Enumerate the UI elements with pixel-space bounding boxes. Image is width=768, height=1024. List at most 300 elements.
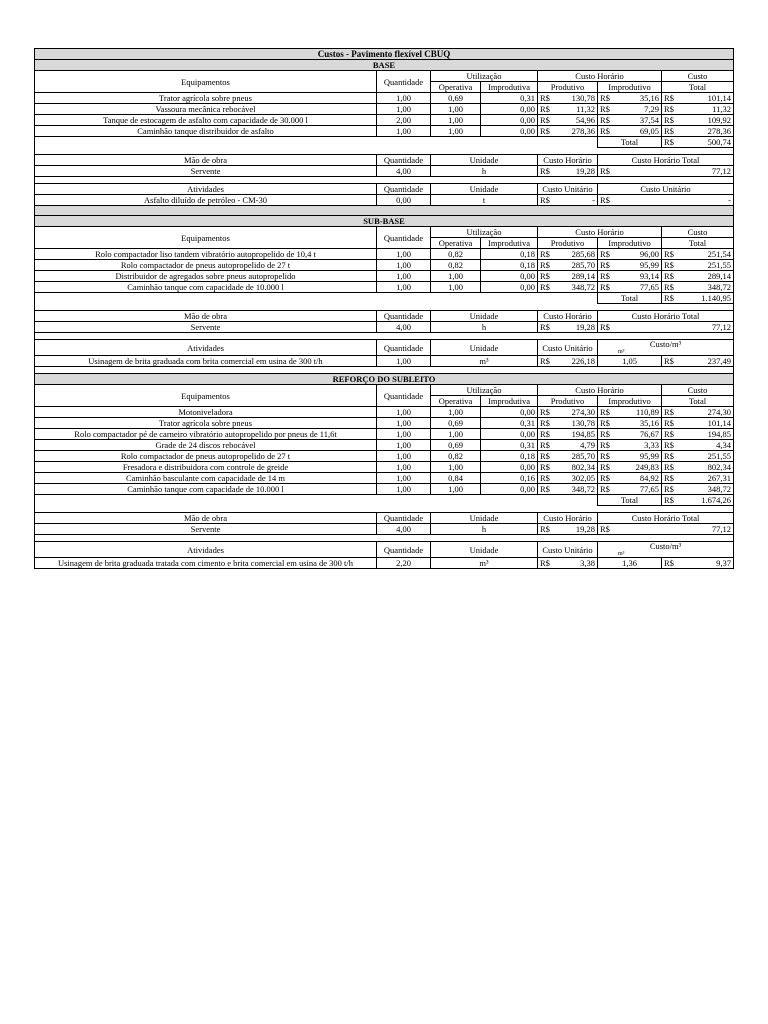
equipment-unproductive: 0,00 xyxy=(481,407,538,418)
labor-total-currency: R$ xyxy=(598,322,610,333)
equipment-unproductive: 0,00 xyxy=(481,462,538,473)
equipment-grand-total-currency: R$ xyxy=(662,137,674,148)
equipment-unproductive-cost: 95,99 xyxy=(610,260,662,271)
equipment-operative: 1,00 xyxy=(431,104,481,115)
equipment-row xyxy=(35,407,734,418)
equipment-total-cost-currency: R$ xyxy=(662,407,674,418)
equipment-qty: 1,00 xyxy=(377,93,431,104)
labor-total-cost: 77,12 xyxy=(610,322,734,333)
equipment-unproductive-cost-currency: R$ xyxy=(598,126,610,137)
equipment-qty: 1,00 xyxy=(377,126,431,137)
activity-unit-header: Unidade xyxy=(431,542,538,558)
labor-qty: 4,00 xyxy=(377,524,431,535)
equipment-unproductive-cost: 110,89 xyxy=(610,407,662,418)
labor-unit-header: Unidade xyxy=(431,311,538,322)
activity-cost-m3-header xyxy=(598,340,734,356)
equipment-total-cost: 4,34 xyxy=(674,440,734,451)
labor-total-currency: R$ xyxy=(598,524,610,535)
equipment-productive-cost-currency: R$ xyxy=(538,93,550,104)
activity-qty: 2,20 xyxy=(377,558,431,569)
equipment-unproductive-cost-currency: R$ xyxy=(598,271,610,282)
equipment-productive-cost-currency: R$ xyxy=(538,271,550,282)
equipment-row xyxy=(35,429,734,440)
blank-cell xyxy=(35,137,598,148)
unproductive-cost-header: Improdutivo xyxy=(598,238,662,249)
row-spacer xyxy=(35,333,734,340)
equipment-unproductive-cost: 76,67 xyxy=(610,429,662,440)
activity-unit-cost-currency: R$ xyxy=(538,356,550,367)
labor-unit-header: Unidade xyxy=(431,155,538,166)
equipment-desc: Rolo compactador de pneus autopropelido de 27 t xyxy=(35,451,377,462)
activity-header-row xyxy=(35,184,734,195)
activity-unit-cost: 3,38 xyxy=(550,558,598,569)
sheet-title-row xyxy=(35,49,734,60)
equipment-desc: Trator agrícola sobre pneus xyxy=(35,418,377,429)
equipment-qty: 1,00 xyxy=(377,429,431,440)
equipment-productive-cost-currency: R$ xyxy=(538,473,550,484)
productive-header: Produtivo xyxy=(538,396,598,407)
equipment-operative: 1,00 xyxy=(431,126,481,137)
equipment-unproductive: 0,31 xyxy=(481,418,538,429)
productive-header: Produtivo xyxy=(538,238,598,249)
equipment-qty: 1,00 xyxy=(377,282,431,293)
equipment-total-cost-currency: R$ xyxy=(662,260,674,271)
quantity-header: Quantidade xyxy=(377,385,431,407)
cost-header: Custo xyxy=(662,385,734,396)
equipment-productive-cost-currency: R$ xyxy=(538,407,550,418)
equipment-desc: Vassoura mecânica rebocável xyxy=(35,104,377,115)
equipment-total-cost-currency: R$ xyxy=(662,282,674,293)
equipment-unproductive-cost-currency: R$ xyxy=(598,249,610,260)
equipment-qty: 1,00 xyxy=(377,104,431,115)
activity-header-row xyxy=(35,542,734,558)
equipment-total-cost-currency: R$ xyxy=(662,440,674,451)
equipment-total-cost: 267,31 xyxy=(674,473,734,484)
equipment-unproductive: 0,31 xyxy=(481,440,538,451)
equipment-total-cost: 802,34 xyxy=(674,462,734,473)
equipment-operative: 0,82 xyxy=(431,451,481,462)
section-spacer xyxy=(35,367,734,374)
equipment-operative: 1,00 xyxy=(431,484,481,495)
labor-row xyxy=(35,322,734,333)
equipment-unproductive-cost-currency: R$ xyxy=(598,484,610,495)
equipment-operative: 0,69 xyxy=(431,440,481,451)
equipment-productive-cost: 289,14 xyxy=(550,271,598,282)
equipment-qty: 1,00 xyxy=(377,271,431,282)
row-spacer xyxy=(35,304,734,311)
equipment-productive-cost: 302,05 xyxy=(550,473,598,484)
equipment-qty: 1,00 xyxy=(377,249,431,260)
labor-header-row xyxy=(35,155,734,166)
activity-unit-cost: - xyxy=(550,195,598,206)
section-reforco-subleito xyxy=(35,374,734,569)
activity-unit: m³ xyxy=(431,558,538,569)
activity-total-header: Custo Unitário xyxy=(598,184,734,195)
equipment-total-cost-currency: R$ xyxy=(662,451,674,462)
labor-total-header: Custo Horário Total xyxy=(598,155,734,166)
equipment-row xyxy=(35,484,734,495)
row-spacer xyxy=(35,177,734,184)
equipment-desc: Fresadora e distribuidora com controle de greide xyxy=(35,462,377,473)
equipment-total-cost: 194,85 xyxy=(674,429,734,440)
equipment-unproductive: 0,00 xyxy=(481,484,538,495)
equipment-operative: 1,00 xyxy=(431,462,481,473)
equipment-total-cost-currency: R$ xyxy=(662,418,674,429)
activity-unit-cost-currency: R$ xyxy=(538,558,550,569)
equipment-productive-cost-currency: R$ xyxy=(538,282,550,293)
equipment-row xyxy=(35,126,734,137)
activity-desc: Usinagem de brita graduada com brita comercial em usina de 300 t/h xyxy=(35,356,377,367)
equipment-unproductive-cost-currency: R$ xyxy=(598,440,610,451)
equipment-header-row xyxy=(35,71,734,82)
equipment-operative: 0,84 xyxy=(431,473,481,484)
activity-header: Atividades xyxy=(35,542,377,558)
equipment-productive-cost: 194,85 xyxy=(550,429,598,440)
equipment-unproductive: 0,16 xyxy=(481,473,538,484)
operative-header: Operativa xyxy=(431,82,481,93)
equipment-total-row xyxy=(35,137,734,148)
equipment-desc: Caminhão tanque com capacidade de 10.000 l xyxy=(35,484,377,495)
equipment-unproductive-cost-currency: R$ xyxy=(598,115,610,126)
section-title: BASE xyxy=(35,60,734,71)
quantity-header: Quantidade xyxy=(377,227,431,249)
equipment-productive-cost: 11,32 xyxy=(550,104,598,115)
activity-total-cost: 237,49 xyxy=(674,356,734,367)
equipment-total-cost-currency: R$ xyxy=(662,249,674,260)
equipment-total-cost: 348,72 xyxy=(674,282,734,293)
labor-header-row xyxy=(35,513,734,524)
equipment-productive-cost-currency: R$ xyxy=(538,462,550,473)
activity-header: Atividades xyxy=(35,184,377,195)
equipment-total-cost: 109,92 xyxy=(674,115,734,126)
labor-hourly-header: Custo Horário xyxy=(538,311,598,322)
activity-header: Atividades xyxy=(35,340,377,356)
equipment-total-cost-currency: R$ xyxy=(662,126,674,137)
equipment-row xyxy=(35,260,734,271)
labor-hourly-cost-currency: R$ xyxy=(538,322,550,333)
equipment-productive-cost-currency: R$ xyxy=(538,104,550,115)
labor-hourly-cost-currency: R$ xyxy=(538,166,550,177)
labor-unit: h xyxy=(431,524,538,535)
activity-unit-cost-header: Custo Unitário xyxy=(538,184,598,195)
activity-row xyxy=(35,356,734,367)
cost-per-m3-label: Custo/m³ xyxy=(649,339,682,349)
labor-hourly-cost: 19,28 xyxy=(550,524,598,535)
section-title-row xyxy=(35,374,734,385)
section-sub-base xyxy=(35,216,734,367)
utilization-header: Utilização xyxy=(431,227,538,238)
activity-header-row xyxy=(35,340,734,356)
equipment-total-row xyxy=(35,495,734,506)
labor-row xyxy=(35,166,734,177)
equipment-total-cost-currency: R$ xyxy=(662,429,674,440)
labor-qty-header: Quantidade xyxy=(377,155,431,166)
activity-unit-header: Unidade xyxy=(431,340,538,356)
row-spacer xyxy=(35,148,734,155)
equipment-unproductive-cost-currency: R$ xyxy=(598,260,610,271)
total-header: Total xyxy=(662,396,734,407)
section-title: REFORÇO DO SUBLEITO xyxy=(35,374,734,385)
activity-total-cost-currency: R$ xyxy=(662,558,674,569)
equipment-row xyxy=(35,282,734,293)
equipment-unproductive-cost: 37,54 xyxy=(610,115,662,126)
equipment-unproductive-cost: 84,92 xyxy=(610,473,662,484)
equipment-unproductive-cost-currency: R$ xyxy=(598,282,610,293)
equipment-unproductive-cost: 69,05 xyxy=(610,126,662,137)
equipment-total-cost-currency: R$ xyxy=(662,473,674,484)
equipment-unproductive: 0,18 xyxy=(481,249,538,260)
total-label: Total xyxy=(598,495,662,506)
equipment-unproductive-cost: 3,33 xyxy=(610,440,662,451)
equipment-total-cost-currency: R$ xyxy=(662,484,674,495)
equipment-total-cost-currency: R$ xyxy=(662,115,674,126)
total-header: Total xyxy=(662,82,734,93)
equipment-desc: Motoniveladora xyxy=(35,407,377,418)
activity-row xyxy=(35,195,734,206)
equipment-operative: 1,00 xyxy=(431,115,481,126)
m3-label: m³ xyxy=(618,349,625,355)
labor-total-cost: 77,12 xyxy=(610,524,734,535)
equipment-desc: Tanque de estocagem de asfalto com capacidade de 30.000 l xyxy=(35,115,377,126)
equipment-productive-cost: 54,96 xyxy=(550,115,598,126)
cost-per-m3-label: Custo/m³ xyxy=(649,541,682,551)
activity-qty: 0,00 xyxy=(377,195,431,206)
equipment-grand-total: 1.140,95 xyxy=(674,293,734,304)
unproductive-header: Improdutiva xyxy=(481,82,538,93)
utilization-header: Utilização xyxy=(431,71,538,82)
equipment-row xyxy=(35,271,734,282)
activity-qty: 1,00 xyxy=(377,356,431,367)
equipment-unproductive: 0,18 xyxy=(481,260,538,271)
equipment-desc: Caminhão tanque com capacidade de 10.000 l xyxy=(35,282,377,293)
equipment-unproductive-cost: 77,65 xyxy=(610,282,662,293)
equipment-qty: 1,00 xyxy=(377,462,431,473)
equipment-row xyxy=(35,418,734,429)
equipment-unproductive: 0,31 xyxy=(481,93,538,104)
equipment-unproductive: 0,00 xyxy=(481,115,538,126)
equipment-unproductive-cost: 35,16 xyxy=(610,93,662,104)
equipment-grand-total-currency: R$ xyxy=(662,495,674,506)
hourly-cost-header: Custo Horário xyxy=(538,71,662,82)
productive-header: Produtivo xyxy=(538,82,598,93)
equipment-header: Equipamentos xyxy=(35,71,377,93)
labor-hourly-cost: 19,28 xyxy=(550,166,598,177)
unproductive-cost-header: Improdutivo xyxy=(598,396,662,407)
equipment-operative: 1,00 xyxy=(431,407,481,418)
equipment-unproductive-cost: 7,29 xyxy=(610,104,662,115)
equipment-desc: Grade de 24 discos rebocável xyxy=(35,440,377,451)
equipment-qty: 1,00 xyxy=(377,451,431,462)
equipment-total-cost: 101,14 xyxy=(674,418,734,429)
m3-label: m³ xyxy=(618,551,625,557)
labor-hourly-header: Custo Horário xyxy=(538,513,598,524)
activity-unit-cost-header: Custo Unitário xyxy=(538,340,598,356)
unproductive-header: Improdutiva xyxy=(481,396,538,407)
equipment-row xyxy=(35,115,734,126)
labor-unit: h xyxy=(431,322,538,333)
equipment-operative: 1,00 xyxy=(431,429,481,440)
row-spacer xyxy=(35,506,734,513)
section-separator xyxy=(35,206,734,216)
blank-cell xyxy=(35,495,598,506)
equipment-unproductive-cost: 249,83 xyxy=(610,462,662,473)
equipment-total-row xyxy=(35,293,734,304)
unproductive-cost-header: Improdutivo xyxy=(598,82,662,93)
operative-header: Operativa xyxy=(431,396,481,407)
activity-row xyxy=(35,558,734,569)
labor-header: Mão de obra xyxy=(35,155,377,166)
labor-total-currency: R$ xyxy=(598,166,610,177)
equipment-productive-cost: 285,68 xyxy=(550,249,598,260)
equipment-unproductive-cost-currency: R$ xyxy=(598,429,610,440)
equipment-row xyxy=(35,462,734,473)
labor-unit: h xyxy=(431,166,538,177)
equipment-unproductive-cost: 96,00 xyxy=(610,249,662,260)
activity-qty-header: Quantidade xyxy=(377,542,431,558)
equipment-unproductive-cost: 95,99 xyxy=(610,451,662,462)
equipment-qty: 1,00 xyxy=(377,418,431,429)
equipment-header: Equipamentos xyxy=(35,227,377,249)
equipment-productive-cost-currency: R$ xyxy=(538,260,550,271)
equipment-total-cost: 251,55 xyxy=(674,451,734,462)
equipment-total-cost-currency: R$ xyxy=(662,104,674,115)
cost-header: Custo xyxy=(662,227,734,238)
section-base xyxy=(35,60,734,206)
equipment-productive-cost: 285,70 xyxy=(550,451,598,462)
equipment-unproductive-cost-currency: R$ xyxy=(598,93,610,104)
equipment-unproductive: 0,00 xyxy=(481,282,538,293)
equipment-grand-total: 500,74 xyxy=(674,137,734,148)
activity-unit-cost-header: Custo Unitário xyxy=(538,542,598,558)
activity-cost-m3-header xyxy=(598,542,734,558)
section-title-row xyxy=(35,60,734,71)
equipment-desc: Distribuidor de agregados sobre pneus autopropelido xyxy=(35,271,377,282)
equipment-operative: 0,69 xyxy=(431,418,481,429)
labor-hourly-cost-currency: R$ xyxy=(538,524,550,535)
labor-unit-header: Unidade xyxy=(431,513,538,524)
sheet-title: Custos - Pavimento flexível CBUQ xyxy=(35,49,734,60)
equipment-productive-cost: 4,79 xyxy=(550,440,598,451)
equipment-unproductive-cost-currency: R$ xyxy=(598,104,610,115)
activity-total-cost: - xyxy=(610,195,734,206)
equipment-qty: 1,00 xyxy=(377,484,431,495)
equipment-operative: 1,00 xyxy=(431,271,481,282)
quantity-header: Quantidade xyxy=(377,71,431,93)
equipment-desc: Trator agrícola sobre pneus xyxy=(35,93,377,104)
equipment-productive-cost-currency: R$ xyxy=(538,249,550,260)
cost-header: Custo xyxy=(662,71,734,82)
equipment-unproductive-cost-currency: R$ xyxy=(598,462,610,473)
equipment-unproductive-cost: 93,14 xyxy=(610,271,662,282)
equipment-productive-cost-currency: R$ xyxy=(538,440,550,451)
equipment-unproductive: 0,00 xyxy=(481,104,538,115)
equipment-productive-cost: 802,34 xyxy=(550,462,598,473)
equipment-total-cost: 274,30 xyxy=(674,407,734,418)
equipment-qty: 1,00 xyxy=(377,473,431,484)
equipment-operative: 0,82 xyxy=(431,260,481,271)
activity-total-cost-currency: R$ xyxy=(662,356,674,367)
activity-qty-header: Quantidade xyxy=(377,340,431,356)
equipment-desc: Caminhão basculante com capacidade de 14 m xyxy=(35,473,377,484)
labor-qty: 4,00 xyxy=(377,322,431,333)
equipment-grand-total-currency: R$ xyxy=(662,293,674,304)
equipment-total-cost: 289,14 xyxy=(674,271,734,282)
activity-unit-cost: 226,18 xyxy=(550,356,598,367)
equipment-total-cost: 11,32 xyxy=(674,104,734,115)
equipment-header: Equipamentos xyxy=(35,385,377,407)
equipment-qty: 1,00 xyxy=(377,440,431,451)
labor-header: Mão de obra xyxy=(35,311,377,322)
equipment-operative: 0,69 xyxy=(431,93,481,104)
equipment-total-cost: 278,36 xyxy=(674,126,734,137)
equipment-total-cost-currency: R$ xyxy=(662,271,674,282)
equipment-productive-cost-currency: R$ xyxy=(538,115,550,126)
equipment-productive-cost-currency: R$ xyxy=(538,418,550,429)
equipment-header-row xyxy=(35,227,734,238)
labor-hourly-cost: 19,28 xyxy=(550,322,598,333)
labor-header: Mão de obra xyxy=(35,513,377,524)
equipment-total-cost: 251,55 xyxy=(674,260,734,271)
equipment-row xyxy=(35,249,734,260)
activity-unit: t xyxy=(431,195,538,206)
equipment-desc: Rolo compactador pé de carneiro vibratório autopropelido por pneus de 11,6t xyxy=(35,429,377,440)
equipment-unproductive: 0,00 xyxy=(481,271,538,282)
activity-total-currency: R$ xyxy=(598,195,610,206)
labor-desc: Servente xyxy=(35,322,377,333)
equipment-operative: 1,00 xyxy=(431,282,481,293)
equipment-desc: Caminhão tanque distribuidor de asfalto xyxy=(35,126,377,137)
activity-qty-header: Quantidade xyxy=(377,184,431,195)
equipment-total-cost: 251,54 xyxy=(674,249,734,260)
labor-desc: Servente xyxy=(35,524,377,535)
equipment-unproductive: 0,18 xyxy=(481,451,538,462)
equipment-productive-cost-currency: R$ xyxy=(538,429,550,440)
equipment-total-cost: 348,72 xyxy=(674,484,734,495)
activity-desc: Asfalto diluído de petróleo - CM-30 xyxy=(35,195,377,206)
equipment-operative: 0,82 xyxy=(431,249,481,260)
total-label: Total xyxy=(598,293,662,304)
activity-unit: m³ xyxy=(431,356,538,367)
equipment-productive-cost: 348,72 xyxy=(550,282,598,293)
equipment-qty: 1,00 xyxy=(377,260,431,271)
activity-desc: Usinagem de brita graduada tratada com cimento e brita comercial em usina de 300 t/h xyxy=(35,558,377,569)
operative-header: Operativa xyxy=(431,238,481,249)
blank-cell xyxy=(35,293,598,304)
activity-total-cost: 9,37 xyxy=(674,558,734,569)
total-label: Total xyxy=(598,137,662,148)
equipment-row xyxy=(35,93,734,104)
equipment-qty: 2,00 xyxy=(377,115,431,126)
equipment-productive-cost: 130,78 xyxy=(550,93,598,104)
activity-m3: 1,05 xyxy=(598,356,662,367)
labor-total-cost: 77,12 xyxy=(610,166,734,177)
labor-row xyxy=(35,524,734,535)
activity-m3: 1,36 xyxy=(598,558,662,569)
equipment-row xyxy=(35,451,734,462)
equipment-unproductive-cost-currency: R$ xyxy=(598,451,610,462)
equipment-total-cost-currency: R$ xyxy=(662,462,674,473)
equipment-productive-cost: 130,78 xyxy=(550,418,598,429)
utilization-header: Utilização xyxy=(431,385,538,396)
equipment-unproductive-cost: 77,65 xyxy=(610,484,662,495)
equipment-unproductive-cost-currency: R$ xyxy=(598,473,610,484)
equipment-desc: Rolo compactador liso tandem vibratório autopropelido de 10,4 t xyxy=(35,249,377,260)
equipment-productive-cost-currency: R$ xyxy=(538,451,550,462)
labor-qty-header: Quantidade xyxy=(377,311,431,322)
activity-unit-cost-currency: R$ xyxy=(538,195,550,206)
equipment-total-cost: 101,14 xyxy=(674,93,734,104)
unproductive-header: Improdutiva xyxy=(481,238,538,249)
